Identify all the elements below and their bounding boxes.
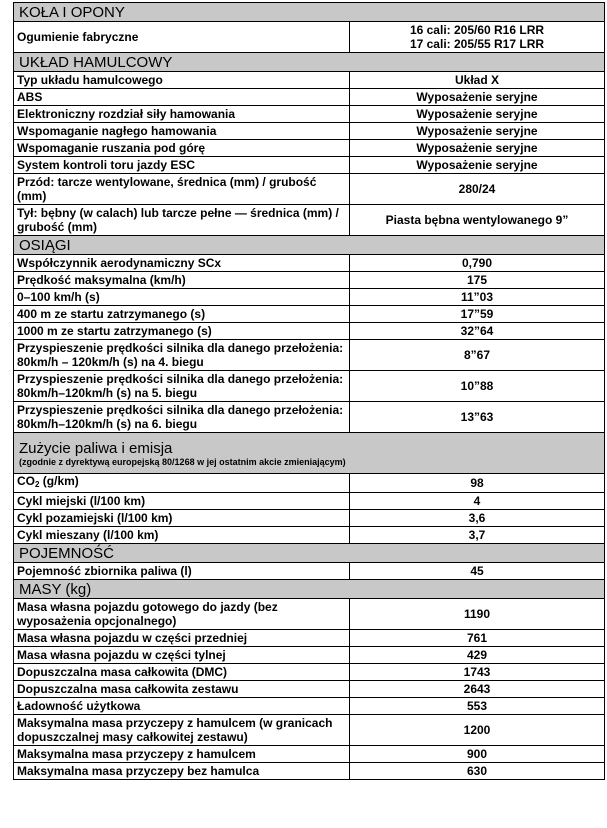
- spec-value: 630: [350, 763, 605, 780]
- table-row: [14, 123, 605, 140]
- spec-label: Dopuszczalna masa całkowita (DMC): [14, 664, 350, 681]
- spec-label: Masa własna pojazdu w części przedniej: [14, 630, 350, 647]
- spec-label-text: CO: [17, 474, 35, 488]
- spec-table: [13, 2, 605, 780]
- spec-value: 1190: [350, 599, 605, 630]
- spec-value: Wyposażenie seryjne: [350, 157, 605, 174]
- spec-value: 11”03: [350, 289, 605, 306]
- spec-label: Maksymalna masa przyczepy bez hamulca: [14, 763, 350, 780]
- spec-label: Współczynnik aerodynamiczny SCx: [14, 255, 350, 272]
- spec-label: Maksymalna masa przyczepy z hamulcem (w granicach dopuszczalnej masy całkowitej zestawu): [14, 715, 350, 746]
- table-row: [14, 205, 605, 236]
- table-row: [14, 306, 605, 323]
- spec-value: 2643: [350, 681, 605, 698]
- spec-label: Cykl pozamiejski (l/100 km): [14, 510, 350, 527]
- section-header: [14, 53, 605, 72]
- spec-value: 32”64: [350, 323, 605, 340]
- table-row: [14, 157, 605, 174]
- table-row: [14, 563, 605, 580]
- table-row: [14, 715, 605, 746]
- section-header: [14, 3, 605, 22]
- spec-value: 3,6: [350, 510, 605, 527]
- spec-label: Przód: tarcze wentylowane, średnica (mm) / grubość (mm): [14, 174, 350, 205]
- table-row: [14, 698, 605, 715]
- spec-label: Maksymalna masa przyczepy z hamulcem: [14, 746, 350, 763]
- section-title: OSIĄGI: [19, 236, 71, 254]
- spec-value: 8”67: [350, 340, 605, 371]
- spec-value: Wyposażenie seryjne: [350, 106, 605, 123]
- table-row: [14, 763, 605, 780]
- spec-value: 98: [350, 474, 605, 493]
- spec-value: 175: [350, 272, 605, 289]
- table-row: [14, 599, 605, 630]
- spec-label-unit: (g/km): [39, 474, 79, 488]
- spec-label: Wspomaganie nagłego hamowania: [14, 123, 350, 140]
- spec-label: Cykl mieszany (l/100 km): [14, 527, 350, 544]
- spec-value: Wyposażenie seryjne: [350, 89, 605, 106]
- spec-value: 761: [350, 630, 605, 647]
- spec-value: 4: [350, 493, 605, 510]
- spec-label-subscript: 2: [35, 480, 40, 489]
- table-row: [14, 106, 605, 123]
- table-row: [14, 746, 605, 763]
- table-row: [14, 647, 605, 664]
- table-row: [14, 72, 605, 89]
- spec-value: 0,790: [350, 255, 605, 272]
- spec-label: Masa własna pojazdu gotowego do jazdy (bez wyposażenia opcjonalnego): [14, 599, 350, 630]
- section-header: [14, 544, 605, 563]
- spec-label: Ładowność użytkowa: [14, 698, 350, 715]
- spec-value: 10”88: [350, 371, 605, 402]
- spec-label: 1000 m ze startu zatrzymanego (s): [14, 323, 350, 340]
- spec-value: 45: [350, 563, 605, 580]
- spec-value: 1200: [350, 715, 605, 746]
- table-row: [14, 371, 605, 402]
- table-row: [14, 340, 605, 371]
- section-header: [14, 580, 605, 599]
- spec-label: Prędkość maksymalna (km/h): [14, 272, 350, 289]
- table-row: [14, 174, 605, 205]
- spec-label: Cykl miejski (l/100 km): [14, 493, 350, 510]
- spec-label: [14, 474, 350, 493]
- spec-value: Wyposażenie seryjne: [350, 123, 605, 140]
- spec-value: 900: [350, 746, 605, 763]
- table-row: [14, 89, 605, 106]
- section-title: KOŁA I OPONY: [19, 3, 125, 21]
- table-row: [14, 493, 605, 510]
- spec-value: 280/24: [350, 174, 605, 205]
- spec-label: System kontroli toru jazdy ESC: [14, 157, 350, 174]
- spec-label: Dopuszczalna masa całkowita zestawu: [14, 681, 350, 698]
- spec-label: Ogumienie fabryczne: [14, 22, 350, 53]
- spec-value: Piasta bębna wentylowanego 9”: [350, 205, 605, 236]
- table-row: [14, 510, 605, 527]
- section-header: [14, 433, 605, 474]
- table-row: [14, 630, 605, 647]
- table-row: [14, 140, 605, 157]
- table-row: [14, 272, 605, 289]
- section-title: POJEMNOŚĆ: [19, 544, 115, 562]
- section-title: MASY (kg): [19, 580, 92, 598]
- table-row: [14, 527, 605, 544]
- section-note: (zgodnie z dyrektywą europejską 80/1268 w jej ostatnim akcie zmieniającym): [19, 456, 346, 467]
- spec-value: 16 cali: 205/60 R16 LRR 17 cali: 205/55 R17 LRR: [350, 22, 605, 53]
- spec-label: ABS: [14, 89, 350, 106]
- spec-label: Tył: bębny (w calach) lub tarcze pełne — średnica (mm) / grubość (mm): [14, 205, 350, 236]
- spec-value: Układ X: [350, 72, 605, 89]
- spec-value: 17”59: [350, 306, 605, 323]
- spec-label: Masa własna pojazdu w części tylnej: [14, 647, 350, 664]
- spec-value: 429: [350, 647, 605, 664]
- spec-label: Pojemność zbiornika paliwa (l): [14, 563, 350, 580]
- table-row: [14, 664, 605, 681]
- spec-value: Wyposażenie seryjne: [350, 140, 605, 157]
- table-row: [14, 22, 605, 53]
- spec-label: Przyspieszenie prędkości silnika dla danego przełożenia: 80km/h – 120km/h (s) na 4. biegu: [14, 340, 350, 371]
- spec-label: Typ układu hamulcowego: [14, 72, 350, 89]
- spec-value: 1743: [350, 664, 605, 681]
- spec-label: 400 m ze startu zatrzymanego (s): [14, 306, 350, 323]
- spec-label: Przyspieszenie prędkości silnika dla danego przełożenia: 80km/h–120km/h (s) na 5. biegu: [14, 371, 350, 402]
- table-row: [14, 681, 605, 698]
- spec-value: 3,7: [350, 527, 605, 544]
- section-header: [14, 236, 605, 255]
- spec-value: 13”63: [350, 402, 605, 433]
- table-row: [14, 402, 605, 433]
- table-row: [14, 289, 605, 306]
- spec-label: 0–100 km/h (s): [14, 289, 350, 306]
- table-row: [14, 323, 605, 340]
- section-title: Zużycie paliwa i emisja: [19, 439, 173, 457]
- table-row: [14, 474, 605, 493]
- spec-label: Wspomaganie ruszania pod górę: [14, 140, 350, 157]
- spec-label: Przyspieszenie prędkości silnika dla danego przełożenia: 80km/h–120km/h (s) na 6. biegu: [14, 402, 350, 433]
- spec-label: Elektroniczny rozdział siły hamowania: [14, 106, 350, 123]
- spec-value: 553: [350, 698, 605, 715]
- table-row: [14, 255, 605, 272]
- section-title: UKŁAD HAMULCOWY: [19, 53, 173, 71]
